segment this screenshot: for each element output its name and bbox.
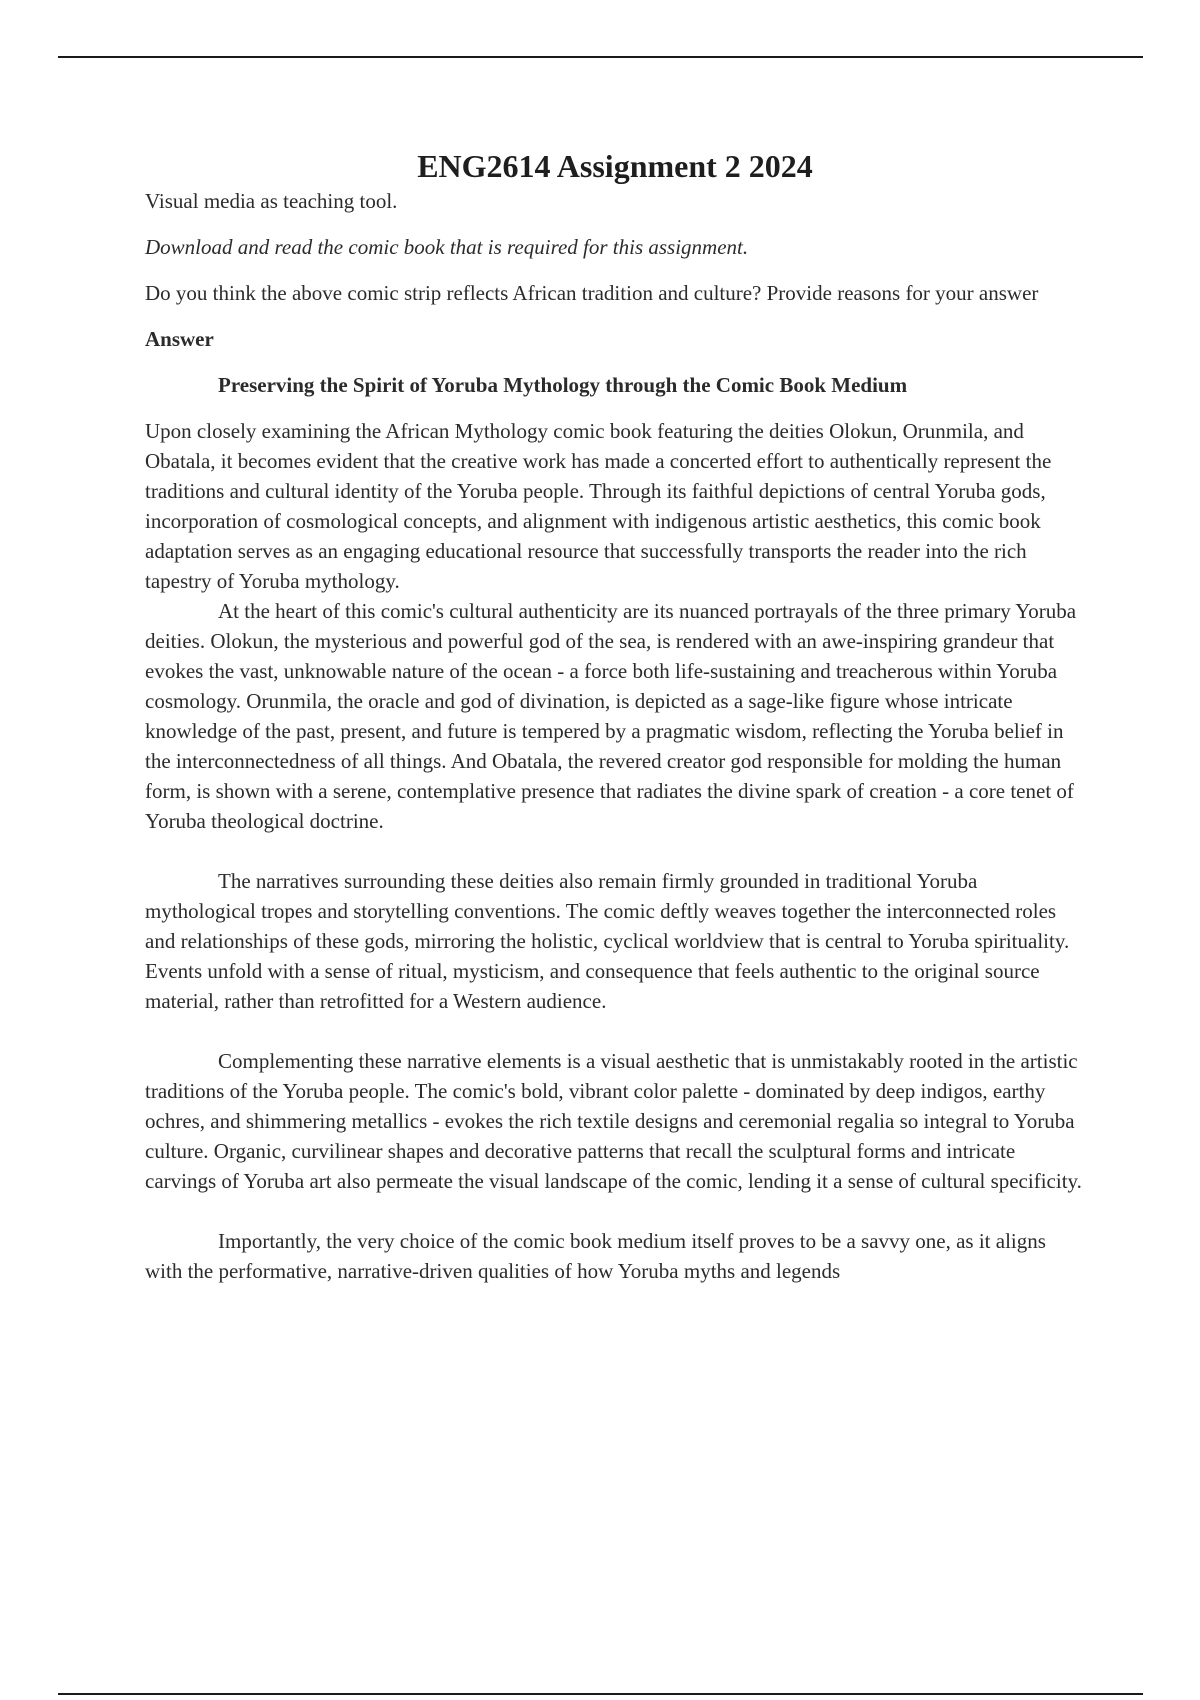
paragraph-1: Upon closely examining the African Mythology comic book featuring the deities Olokun, Orunmila, and Obatala, it becomes evident that the creative work has made a concerted effort to authentically represent the traditions and cultural identity of the Yoruba people. Through its faithful depictions of central Yoruba gods, incorporation of cosmological concepts, and alignment with indigenous artistic aesthetics, this comic book adaptation serves as an engaging educational resource that successfully transports the reader into the rich tapestry of Yoruba mythology. — [145, 419, 1052, 593]
instruction-text: Download and read the comic book that is required for this assignment. — [145, 235, 749, 259]
subtitle: Visual media as teaching tool. — [145, 189, 398, 213]
question-text: Do you think the above comic strip reflects African tradition and culture? Provide reasons for your answer — [145, 281, 1039, 305]
paragraph-4: Complementing these narrative elements is a visual aesthetic that is unmistakably rooted in the artistic traditions of the Yoruba people. The comic's bold, vibrant color palette - dominated by deep indigos, earthy ochres, and shimmering metallics - evokes the rich textile designs and ceremonial regalia so integral to Yoruba culture. Organic, curvilinear shapes and decorative patterns that recall the sculptural forms and intricate carvings of Yoruba art also permeate the visual landscape of the comic, lending it a sense of cultural specificity. — [145, 1049, 1082, 1193]
page-content — [145, 146, 1085, 1286]
top-rule — [58, 56, 1143, 58]
answer-label: Answer — [145, 327, 214, 351]
document-title: ENG2614 Assignment 2 2024 — [417, 148, 813, 184]
paragraph-5: Importantly, the very choice of the comic book medium itself proves to be a savvy one, as it aligns with the performative, narrative-driven qualities of how Yoruba myths and legends — [145, 1229, 1046, 1283]
bottom-rule — [58, 1693, 1143, 1695]
paragraph-2: At the heart of this comic's cultural authenticity are its nuanced portrayals of the three primary Yoruba deities. Olokun, the mysterious and powerful god of the sea, is rendered with an awe-inspiring grandeur that evokes the vast, unknowable nature of the ocean - a force both life-sustaining and treacherous within Yoruba cosmology. Orunmila, the oracle and god of divination, is depicted as a sage-like figure whose intricate knowledge of the past, present, and future is tempered by a pragmatic wisdom, reflecting the Yoruba belief in the interconnectedness of all things. And Obatala, the revered creator god responsible for molding the human form, is shown with a serene, contemplative presence that radiates the divine spark of creation - a core tenet of Yoruba theological doctrine. — [145, 599, 1077, 833]
paragraph-3: The narratives surrounding these deities also remain firmly grounded in traditional Yoruba mythological tropes and storytelling conventions. The comic deftly weaves together the interconnected roles and relationships of these gods, mirroring the holistic, cyclical worldview that is central to Yoruba spirituality. Events unfold with a sense of ritual, mysticism, and consequence that feels authentic to the original source material, rather than retrofitted for a Western audience. — [145, 869, 1070, 1013]
essay-heading: Preserving the Spirit of Yoruba Mythology through the Comic Book Medium — [218, 373, 908, 397]
